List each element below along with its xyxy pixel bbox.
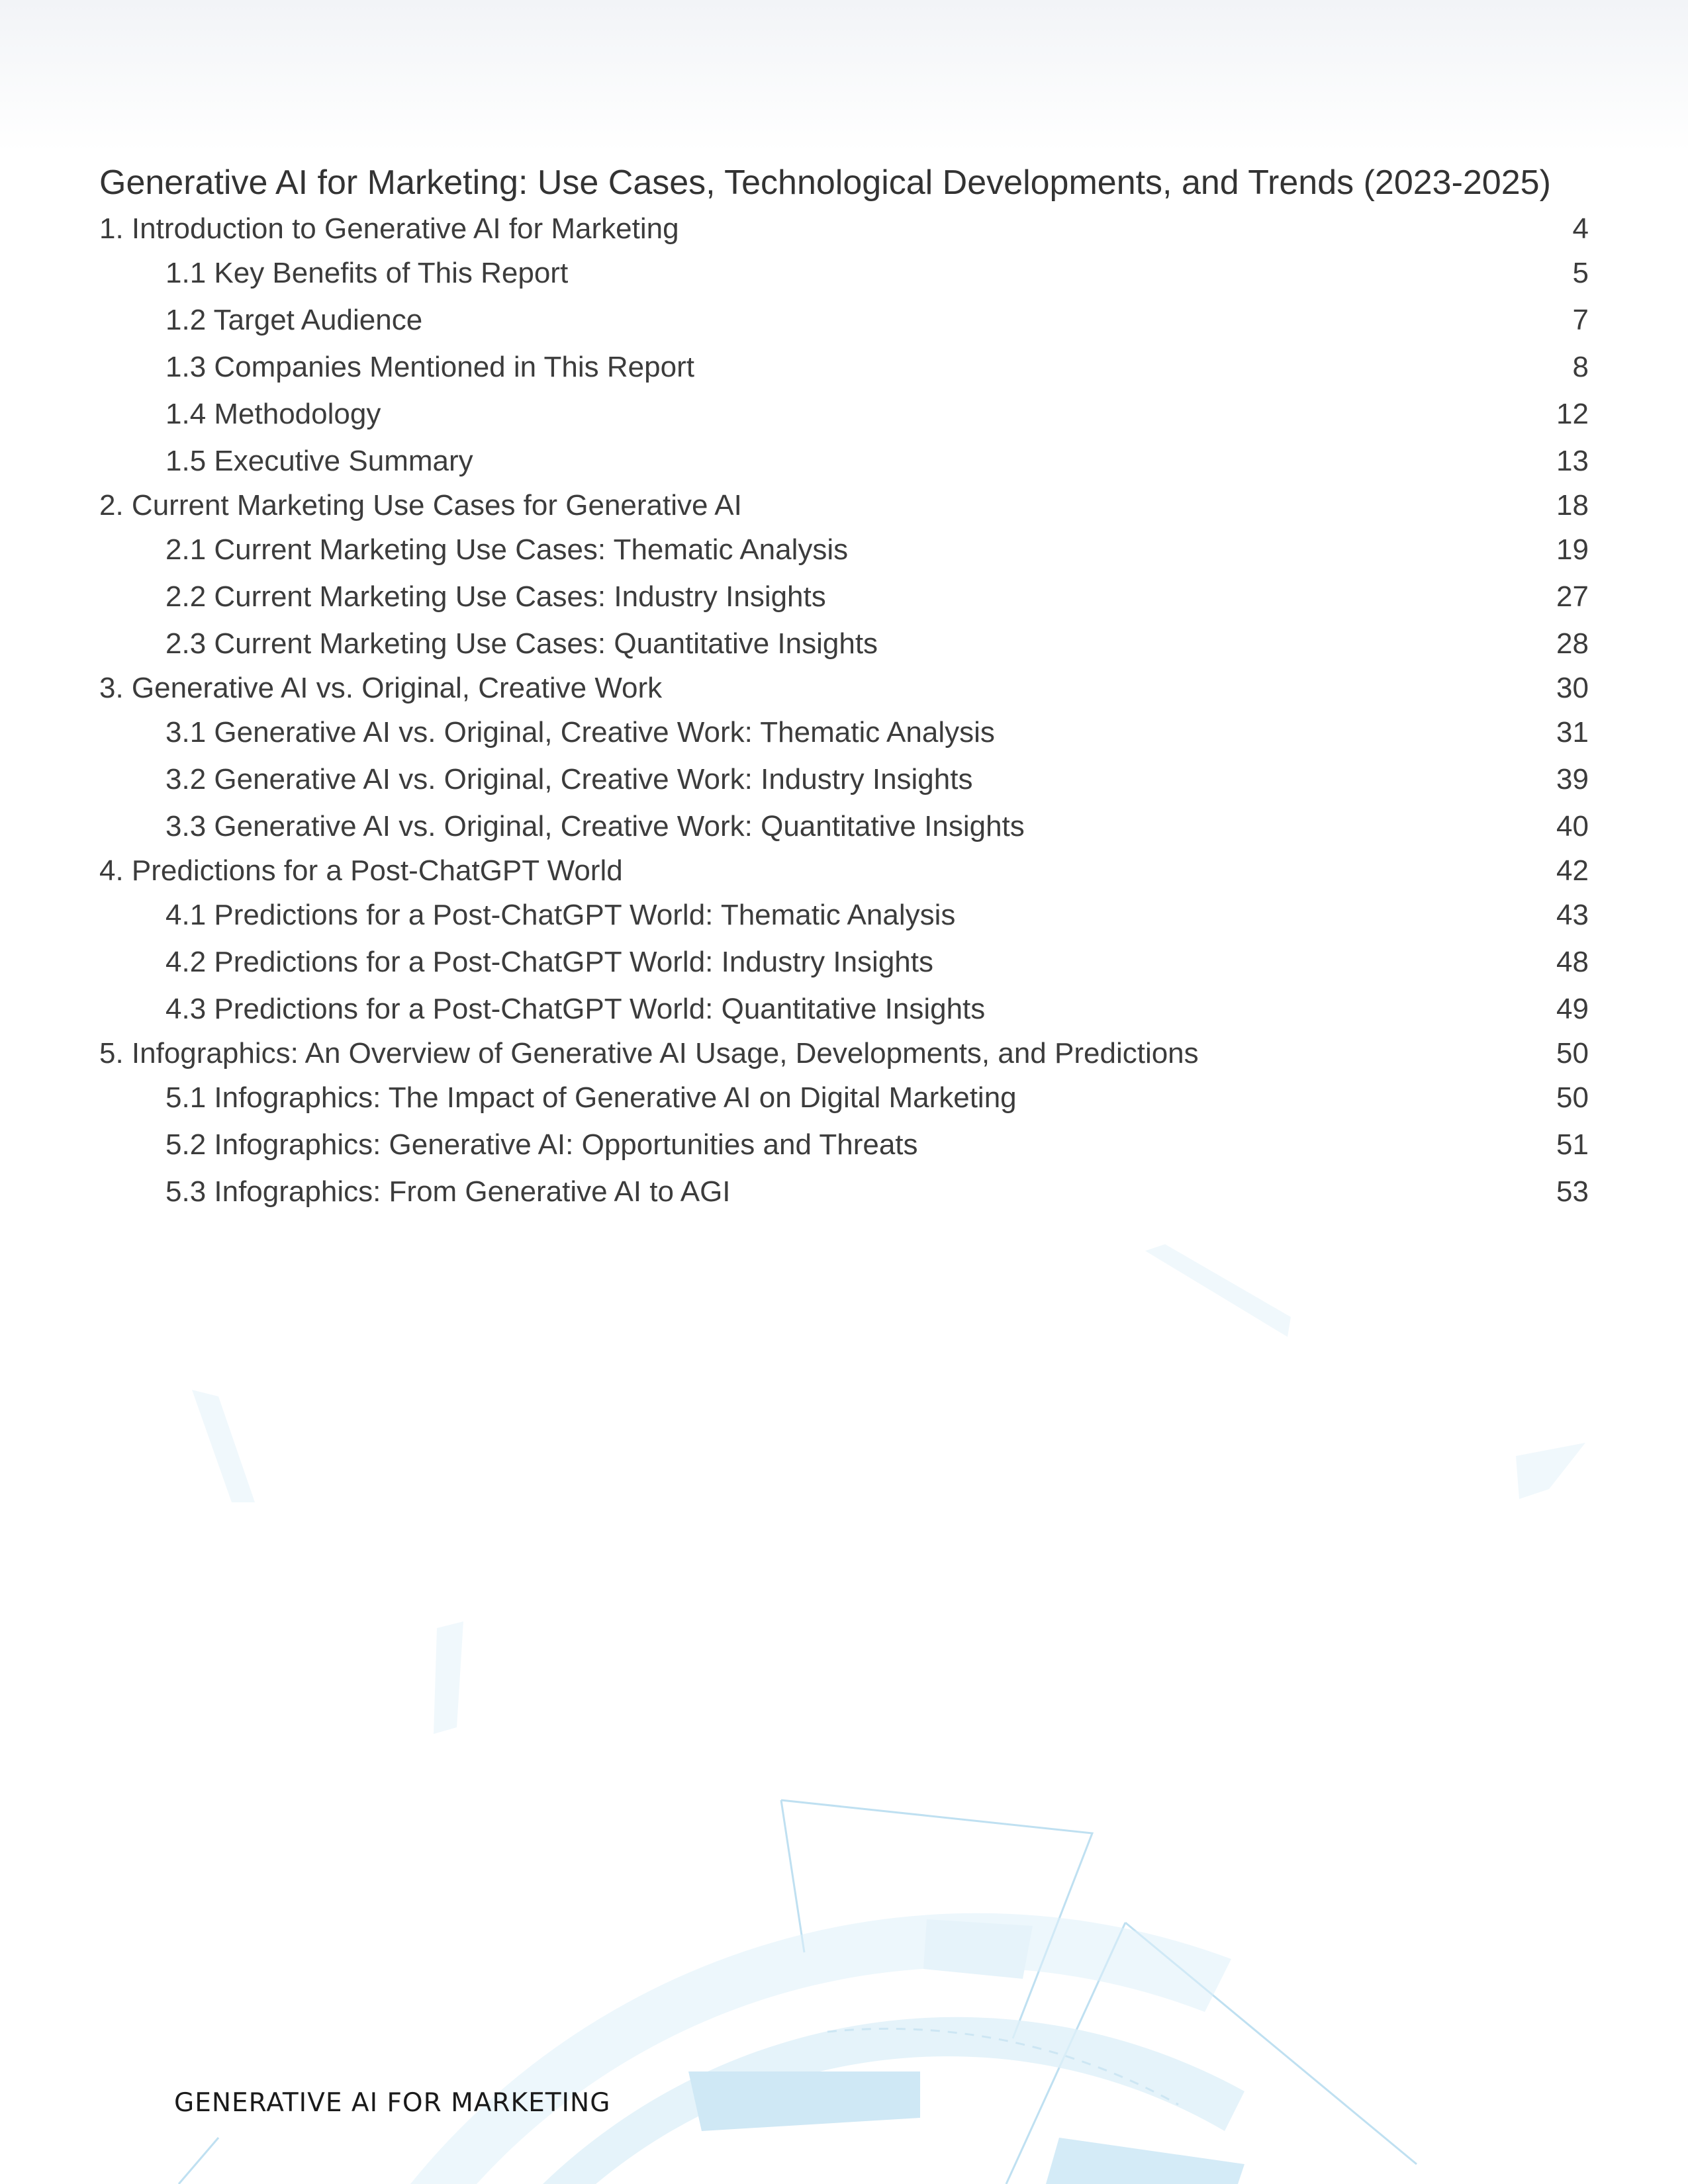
toc-entry-label: 2. Current Marketing Use Cases for Generative AI <box>99 489 742 522</box>
toc-entry-label: 2.3 Current Marketing Use Cases: Quantitative Insights <box>165 627 878 660</box>
toc-entry-4[interactable] <box>99 850 1589 891</box>
toc-entry-label: 1.4 Methodology <box>165 398 381 430</box>
toc-entry-5-2[interactable] <box>99 1121 1589 1168</box>
toc-entry-page: 28 <box>1556 627 1589 660</box>
toc-entry-label: 1.5 Executive Summary <box>165 445 473 477</box>
toc-entry-label: 5.1 Infographics: The Impact of Generative AI on Digital Marketing <box>165 1081 1017 1114</box>
toc-entry-label: 3. Generative AI vs. Original, Creative Work <box>99 672 663 704</box>
toc-entry-page: 50 <box>1556 1081 1589 1114</box>
toc-entry-label: 2.1 Current Marketing Use Cases: Thematic Analysis <box>165 533 849 566</box>
table-of-contents <box>99 162 1589 1215</box>
toc-entry-page: 43 <box>1556 899 1589 931</box>
toc-entry-page: 53 <box>1556 1175 1589 1208</box>
toc-entry-label: 3.2 Generative AI vs. Original, Creative Work: Industry Insights <box>165 763 973 796</box>
toc-entry-label: 1.3 Companies Mentioned in This Report <box>165 351 694 383</box>
toc-entry-label: 2.2 Current Marketing Use Cases: Industry Insights <box>165 580 826 613</box>
toc-entry-1[interactable] <box>99 208 1589 250</box>
toc-entry-label: 1.2 Target Audience <box>165 304 423 336</box>
toc-entry-page: 8 <box>1572 351 1589 383</box>
toc-entry-4-1[interactable] <box>99 891 1589 938</box>
toc-entry-label: 5. Infographics: An Overview of Generative AI Usage, Developments, and Predictions <box>99 1037 1199 1069</box>
toc-entry-5-3[interactable] <box>99 1168 1589 1215</box>
toc-entry-page: 30 <box>1556 672 1589 704</box>
toc-entry-5-1[interactable] <box>99 1074 1589 1121</box>
toc-entry-page: 40 <box>1556 810 1589 842</box>
toc-entry-2-1[interactable] <box>99 526 1589 573</box>
toc-entry-page: 27 <box>1556 580 1589 613</box>
toc-entry-page: 4 <box>1572 212 1589 245</box>
toc-entry-page: 7 <box>1572 304 1589 336</box>
toc-entry-page: 13 <box>1556 445 1589 477</box>
toc-entry-page: 39 <box>1556 763 1589 796</box>
toc-entry-label: 5.2 Infographics: Generative AI: Opportunities and Threats <box>165 1128 918 1161</box>
toc-entry-page: 19 <box>1556 533 1589 566</box>
toc-entry-page: 31 <box>1556 716 1589 749</box>
toc-title: Generative AI for Marketing: Use Cases, Technological Developments, and Trends (2023-2025) <box>99 163 1551 202</box>
toc-entry-label: 4.1 Predictions for a Post-ChatGPT World: Thematic Analysis <box>165 899 956 931</box>
toc-entry-page: 5 <box>1572 257 1589 289</box>
toc-entry-label: 4. Predictions for a Post-ChatGPT World <box>99 854 623 887</box>
toc-entry-page: 51 <box>1556 1128 1589 1161</box>
toc-entry-2-2[interactable] <box>99 573 1589 620</box>
toc-entry-page: 12 <box>1556 398 1589 430</box>
toc-entry-1-1[interactable] <box>99 250 1589 296</box>
toc-entry-page: 49 <box>1556 993 1589 1025</box>
page-footer: GENERATIVE AI FOR MARKETING <box>174 2088 611 2118</box>
toc-entry-label: 3.3 Generative AI vs. Original, Creative Work: Quantitative Insights <box>165 810 1025 842</box>
toc-entry-label: 5.3 Infographics: From Generative AI to AGI <box>165 1175 731 1208</box>
toc-entry-page: 50 <box>1556 1037 1589 1069</box>
toc-entry-page: 42 <box>1556 854 1589 887</box>
toc-entry-label: 1.1 Key Benefits of This Report <box>165 257 569 289</box>
toc-entry-5[interactable] <box>99 1032 1589 1074</box>
toc-entry-page: 18 <box>1556 489 1589 522</box>
toc-entry-label: 3.1 Generative AI vs. Original, Creative Work: Thematic Analysis <box>165 716 995 749</box>
toc-entry-label: 4.2 Predictions for a Post-ChatGPT World: Industry Insights <box>165 946 933 978</box>
toc-entry-label: 4.3 Predictions for a Post-ChatGPT World: Quantitative Insights <box>165 993 986 1025</box>
toc-entry-3-1[interactable] <box>99 709 1589 756</box>
toc-entry-2-3[interactable] <box>99 620 1589 667</box>
toc-entry-1-2[interactable] <box>99 296 1589 343</box>
toc-entry-4-2[interactable] <box>99 938 1589 985</box>
toc-entry-1-5[interactable] <box>99 437 1589 484</box>
toc-entry-3-2[interactable] <box>99 756 1589 803</box>
toc-entry-1-3[interactable] <box>99 343 1589 390</box>
toc-entry-4-3[interactable] <box>99 985 1589 1032</box>
toc-entry-label: 1. Introduction to Generative AI for Marketing <box>99 212 679 245</box>
toc-entry-3[interactable] <box>99 667 1589 709</box>
toc-entry-2[interactable] <box>99 484 1589 526</box>
toc-entry-3-3[interactable] <box>99 803 1589 850</box>
toc-entry-1-4[interactable] <box>99 390 1589 437</box>
toc-entry-page: 48 <box>1556 946 1589 978</box>
